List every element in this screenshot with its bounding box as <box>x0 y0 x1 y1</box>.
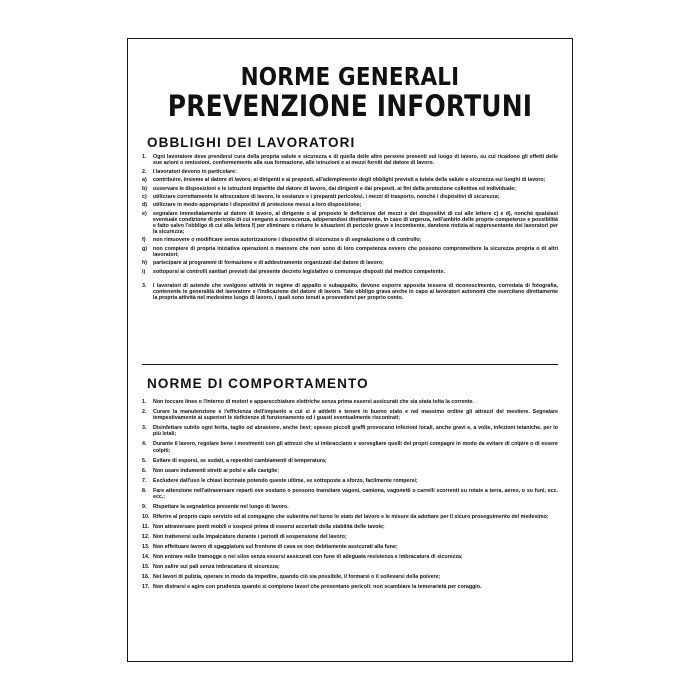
list-item <box>142 544 558 550</box>
item-number: 12. <box>142 534 150 541</box>
sublist-item <box>142 202 558 208</box>
item-text: Nei lavori di pulizia, operare in modo da impedire, quando ciò sia possibile, il formarsi o il sollevarsi della polvere; <box>153 574 441 581</box>
sub-letter: i) <box>142 268 146 275</box>
item-text: Non entrare nelle tramogge o nei silos senza essersi assicurati con fune di adeguata resistenza e imbracatura di sicurezza; <box>153 554 463 561</box>
sub-text: segnalare immediatamente al datore di lavoro, al dirigente o al preposto le deficienze dei mezzi e dei dispositivi di cui alle lettere c) e d), nonché qualsiasi eventuale condizione di pericolo di cui vengano a conoscenza, adoperandosi direttamente, in caso di urgenza, nell'ambito delle proprie competenze e possibilità e fatto salvo l'obbligo di cui alla lettera f) per eliminare o ridurre le situazioni di pericolo grave e incombente, dandone notizia al rappresentante dei lavoratori per la sicurezza; <box>153 210 558 236</box>
item-number: 1. <box>142 154 147 160</box>
list-item <box>142 425 558 437</box>
item-number: 6. <box>142 467 147 474</box>
item-text: Non trattenersi sulle impalcature durante i periodi di sospensione del lavoro; <box>153 534 347 541</box>
sub-letter: c) <box>142 193 147 200</box>
list-item <box>142 283 558 301</box>
item-number: 2. <box>142 409 147 416</box>
item-number: 17. <box>142 584 150 591</box>
list-item <box>142 488 558 500</box>
item-text: Non usare indumenti stretti ai polsi e alle caviglie; <box>153 467 279 474</box>
list-item <box>142 584 558 590</box>
list-item <box>142 409 558 421</box>
sub-letter: f) <box>142 237 146 244</box>
item-text: Non attraversare ponti mobili o sospesi prima di essersi accertati della stabilità delle tavole; <box>153 524 385 531</box>
item-text: Riferire al proprio capo servizio ed al compagno che subentra nel turno lo stato del lavoro e le misure da adottare per il sicuro proseguimento del medesimo; <box>153 514 549 521</box>
item-number: 3. <box>142 425 147 432</box>
list-item <box>142 154 558 166</box>
sublist-item <box>142 260 558 266</box>
list-item <box>142 534 558 540</box>
item-number: 15. <box>142 564 150 571</box>
sub-text: partecipare ai programmi di formazione e di addestramento organizzati dal datore di lavoro; <box>153 260 384 267</box>
item-number: 9. <box>142 504 147 510</box>
item-number: 16. <box>142 574 150 581</box>
list-item <box>142 564 558 570</box>
item-text: Non salire sui pali senza imbracatura di sicurezza; <box>153 564 280 571</box>
sub-letter: g) <box>142 245 147 252</box>
item-text: Escludere dall'uso le chiavi incrinate potendo queste ultime, se sottoposte a sforzo, facilmente rompersi; <box>153 477 418 484</box>
item-text: I lavoratori di aziende che svolgono attività in regime di appalto o subappalto, devono esporre apposita tessera di riconoscimento, corredata di fotografia, contenente le generalità del lavoratore e l'indicazione del datore di lavoro. Tale obbligo grava anche in capo ai lavoratori autonomi che esercitano direttamente la propria attività nel medesimo luogo di lavoro, i quali sono tenuti a provvedervi per proprio conto. <box>153 282 558 302</box>
list-item <box>142 524 558 530</box>
item-number: 13. <box>142 544 150 551</box>
sub-text: non compiere di propria iniziativa operazioni o manovre che non sono di loro competenza ovvero che possono compromettere la sicurezza propria o di altri lavoratori; <box>153 245 558 258</box>
item-text: Non effettuare lavoro di sgaggiatura sul frontone di cava se non debitamente assicurati alla fune; <box>153 544 398 551</box>
sub-text: utilizzare in modo appropriato i dispositivi di protezione messi a loro disposizione; <box>153 202 362 209</box>
item-text: Ogni lavoratore deve prendersi cura della propria salute e sicurezza e di quella delle altre persone presenti sul luogo di lavoro, su cui ricadono gli effetti delle sue azioni o omissioni, conformemente alla sua formazione, alle istruzioni e ai mezzi forniti dal datore di lavoro. <box>153 154 558 167</box>
item-text: Non toccare linee o l'interno di motori e apparecchiature elettriche senza prima essersi assicurati che sia stata tolta la corrente. <box>153 399 474 405</box>
sub-text: sottoporsi ai controlli sanitari previsti dal presente decreto legislativo o comunque disposti dal medico competente. <box>153 268 445 275</box>
item-number: 8. <box>142 487 147 494</box>
list-item <box>142 399 558 405</box>
section-heading-comportamento: NORME DI COMPORTAMENTO <box>147 376 369 391</box>
title-line-1: NORME GENERALI <box>240 62 460 91</box>
item-text: Curare la manutenzione e l'efficienza dell'impianto a cui si è addetti e tenere in buono stato e nel massimo ordine gli attrezzi del mestiere. Segnalare tempestivamente ai superiori le deficienze di funzionamento ed i guasti eventualmente riscontrati; <box>153 409 558 422</box>
item-number: 7. <box>142 477 147 484</box>
item-text: Fare attenzione nell'attraversare reparti ove sostano o possono transitare vagoni, camiona, vagonetti o carrelli scorrenti su rotaie a terra, aereo, o su funi, ecc. ecc.; <box>153 487 558 500</box>
sub-letter: e) <box>142 210 147 217</box>
item-number: 10. <box>142 514 150 521</box>
sublist-item <box>142 237 558 243</box>
sub-letter: d) <box>142 202 147 209</box>
item-number: 5. <box>142 457 147 464</box>
sub-letter: h) <box>142 260 147 267</box>
list-item <box>142 554 558 560</box>
sublist-item <box>142 269 558 275</box>
item-text: Rispettare la segnaletica presente nel luogo di lavoro. <box>153 504 289 510</box>
section-divider <box>142 364 558 365</box>
sub-text: utilizzare correttamente le attrezzature di lavoro, le sostanze e i preparati pericolosi, i mezzi di trasporto, nonché i dispositivi di sicurezza; <box>153 193 500 200</box>
list-item <box>142 514 558 520</box>
sub-letter: b) <box>142 185 147 192</box>
obblighi-list <box>142 154 558 304</box>
list-item <box>142 478 558 484</box>
list-item <box>142 169 558 275</box>
list-item <box>142 504 558 510</box>
list-item <box>142 574 558 580</box>
sublist-item <box>142 194 558 200</box>
item-text: Non distrarsi e agire con prudenza quando si compiono lavori che presentano pericoli: non scambiare la temerarietà per coraggio. <box>153 584 482 591</box>
item-number: 1. <box>142 399 147 405</box>
list-item <box>142 458 558 464</box>
comportamento-list <box>142 399 558 594</box>
item-text: I lavoratori devono in particolare: <box>153 168 237 175</box>
sublist <box>142 177 558 275</box>
title-line-2: PREVENZIONE INFORTUNI <box>167 89 533 123</box>
sub-letter: a) <box>142 177 147 184</box>
sublist-item <box>142 177 558 183</box>
item-number: 14. <box>142 554 150 561</box>
item-number: 4. <box>142 441 147 448</box>
sublist-item <box>142 211 558 236</box>
list-item <box>142 468 558 474</box>
section-heading-obblighi: OBBLIGHI DEI LAVORATORI <box>147 135 356 150</box>
item-text: Evitare di esporsi, se sudati, a repentini cambiamenti di temperatura; <box>153 457 327 464</box>
list-item <box>142 441 558 453</box>
sub-text: osservare le disposizioni e le istruzioni impartite dal datore di lavoro, dai dirigenti e dai preposti, ai fini della protezione collettiva ed individuale; <box>153 185 516 192</box>
item-number: 2. <box>142 168 147 175</box>
sublist-item <box>142 246 558 258</box>
item-text: Durante il lavoro, regolare bene i movimenti con gli attrezzi che si imbracciano e sorvegliare quelli dei propri compagni in modo da evitare di colpire o di essere colpiti; <box>153 441 558 454</box>
item-text: Disinfettare subito ogni ferita, taglio od abrasione, anche lievi; spesso piccoli graffi provocano infezioni locali, anche gravi e, a volte, infezioni tetaniche, per lo più letali; <box>153 425 558 438</box>
safety-notice-sheet <box>127 38 573 662</box>
sublist-item <box>142 186 558 192</box>
item-number: 3. <box>142 282 147 289</box>
sub-text: contribuire, insieme al datore di lavoro, ai dirigenti e ai preposti, all'adempimento degli obblighi previsti a tutela della salute e sicurezza sui luoghi di lavoro; <box>153 177 546 184</box>
sub-text: non rimuovere o modificare senza autorizzazione i dispositivi di sicurezza o di segnalazione o di controllo; <box>153 237 422 244</box>
item-number: 11. <box>142 524 150 531</box>
